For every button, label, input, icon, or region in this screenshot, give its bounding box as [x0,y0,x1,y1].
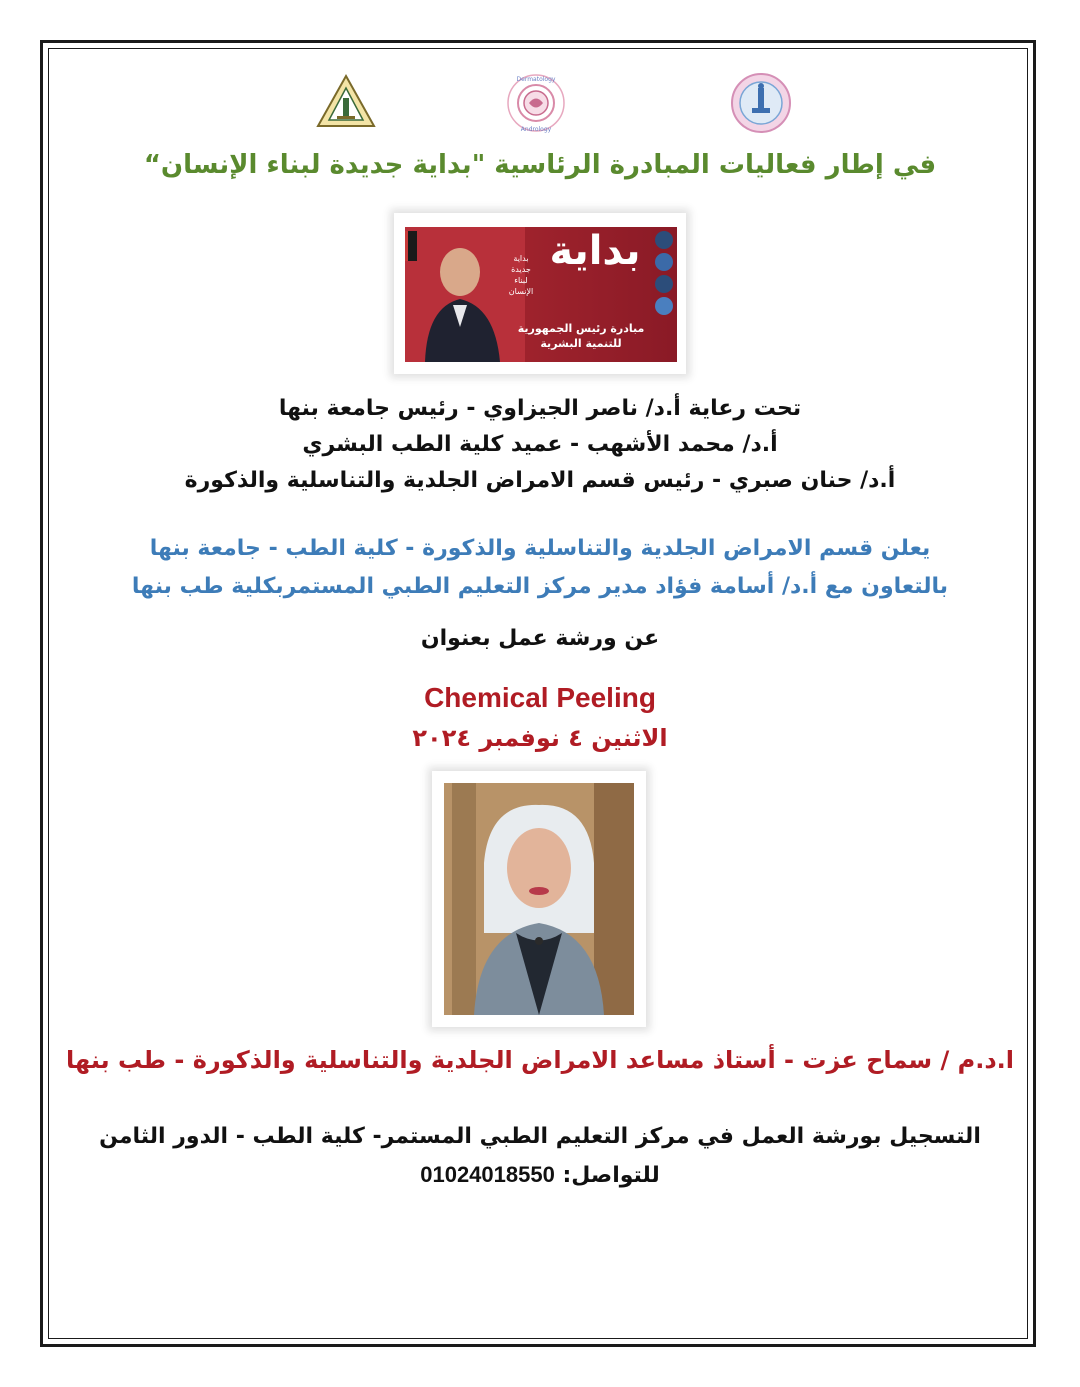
speaker-name-line: ا.د.م / سماح عزت - أستاذ مساعد الامراض الجلدية والتناسلية والذكورة - طب بنها [66,1046,1014,1074]
speaker-silhouette [444,783,634,1015]
speaker-photo [432,771,646,1027]
benha-medicine-logo [730,72,792,134]
benha-university-logo [315,72,377,134]
ring-text-bottom: Andrology [520,126,552,133]
speaker-photo-graphic [444,783,634,1015]
dermatology-andrology-logo [505,72,567,134]
banner-subtitle-line2: للتنمية البشرية [540,337,622,350]
initiative-banner [394,213,686,374]
initiative-heading: في إطار فعاليات المبادرة الرئاسية "بداية جديدة لبناء الإنسان“ [143,150,937,180]
banner-graphic [405,227,677,362]
banner-small-line: جديدة [511,265,531,274]
contact-phone[interactable]: 01024018550 [420,1162,555,1187]
contact-label: للتواصل: [562,1163,660,1188]
patronage-line-1: تحت رعاية أ.د/ ناصر الجيزاوي - رئيس جامعة بنها [278,396,802,421]
patronage-line-2: أ.د/ محمد الأشهب - عميد كلية الطب البشري [302,432,778,457]
workshop-date: الاثنين ٤ نوفمبر ٢٠٢٤ [412,724,668,752]
banner-small-line: لبناء [514,276,528,285]
registration-line: التسجيل بورشة العمل في مركز التعليم الطبي المستمر- كلية الطب - الدور الثامن [99,1124,981,1149]
banner-big-title: بداية [549,228,641,274]
banner-small-line: بداية [513,254,529,263]
contact-line [0,1162,1080,1188]
banner-small-title [501,253,541,297]
announcement-line-2: بالتعاون مع أ.د/ أسامة فؤاد مدير مركز التعليم الطبي المستمربكلية طب بنها [131,574,949,599]
workshop-intro: عن ورشة عمل بعنوان [420,626,660,651]
patronage-line-3: أ.د/ حنان صبري - رئيس قسم الامراض الجلدية والتناسلية والذكورة [184,468,896,493]
banner-subtitle-line1: مبادرة رئيس الجمهورية [517,322,645,335]
announcement-line-1: يعلن قسم الامراض الجلدية والتناسلية والذكورة - كلية الطب - جامعة بنها [149,536,931,561]
logos-row [300,72,800,132]
workshop-title: Chemical Peeling [424,682,656,713]
ring-text-top: Dermatology [516,76,556,83]
banner-subtitle [501,321,661,351]
banner-small-line: الإنسان [508,287,534,296]
